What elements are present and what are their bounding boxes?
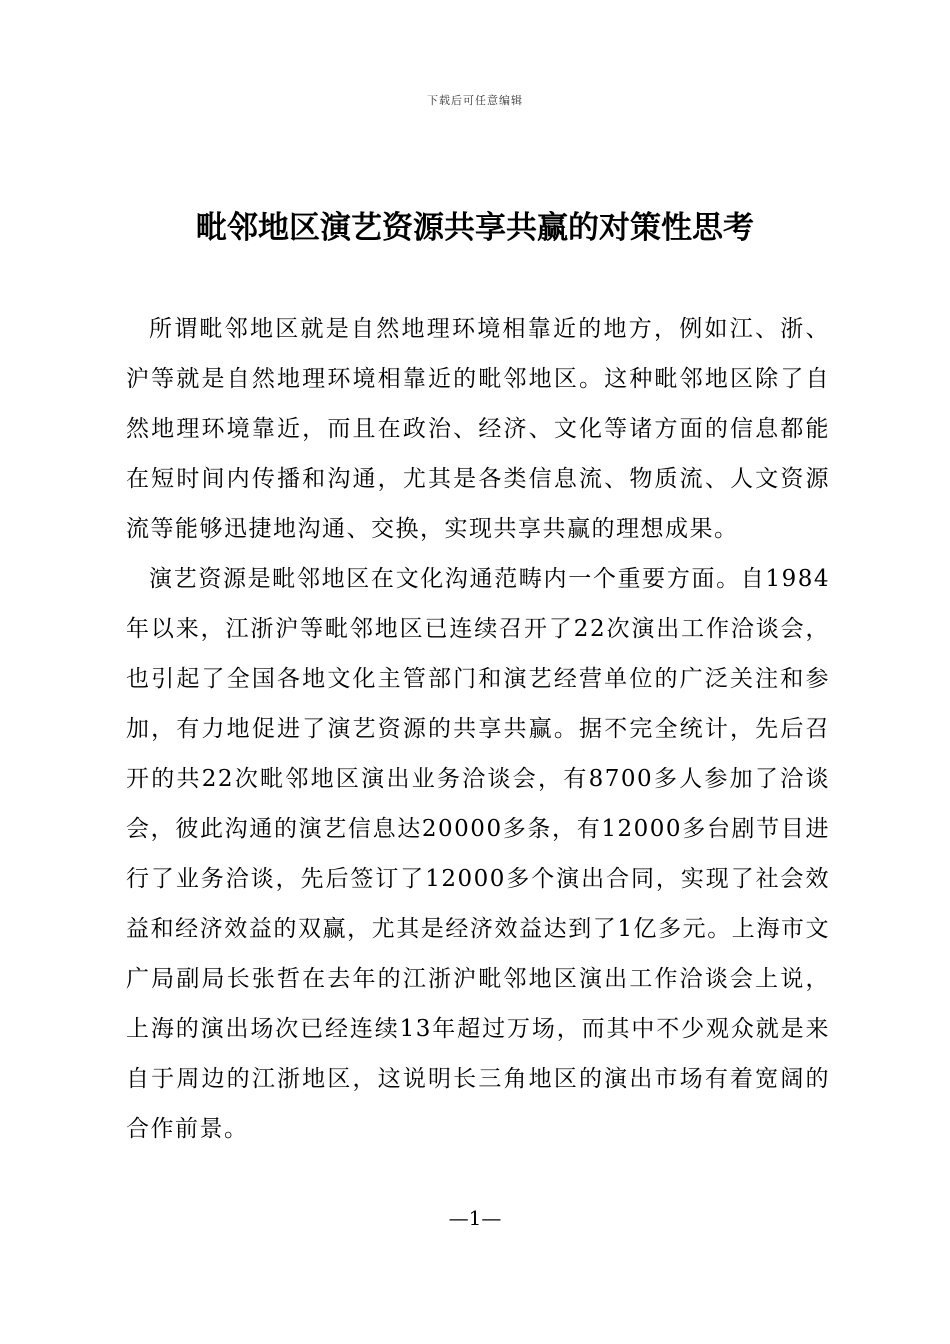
paragraph: 演艺资源是毗邻地区在文化沟通范畴内一个重要方面。自1984年以来，江浙沪等毗邻地区已连续召开了22次演出工作洽谈会，也引起了全国各地文化主管部门和演艺经营单位的广泛关注和参加，有力地促进了演艺资源的共享共赢。据不完全统计，先后召开的共22次毗邻地区演出业务洽谈会，有8700多人参加了洽谈会，彼此沟通的演艺信息达20000多条，有12000多台剧节目进行了业务洽谈，先后签订了12000多个演出合同，实现了社会效益和经济效益的双赢，尤其是经济效益达到了1亿多元。上海市文广局副局长张哲在去年的江浙沪毗邻地区演出工作洽谈会上说，上海的演出场次已经连续13年超过万场，而其中不少观众就是来自于周边的江浙地区，这说明长三角地区的演出市场有着宽阔的合作前景。 [126,566,830,1142]
document-body [126,304,830,1154]
document-title: 毗邻地区演艺资源共享共赢的对策性思考 [196,210,754,246]
header-note: 下载后可任意编辑 [427,94,523,107]
paragraph: 所谓毗邻地区就是自然地理环境相靠近的地方，例如江、浙、沪等就是自然地理环境相靠近的毗邻地区。这种毗邻地区除了自然地理环境靠近，而且在政治、经济、文化等诸方面的信息都能在短时间内传播和沟通，尤其是各类信息流、物质流、人文资源流等能够迅捷地沟通、交换，实现共享共赢的理想成果。 [126,316,830,542]
page-number: —1— [448,1206,502,1230]
